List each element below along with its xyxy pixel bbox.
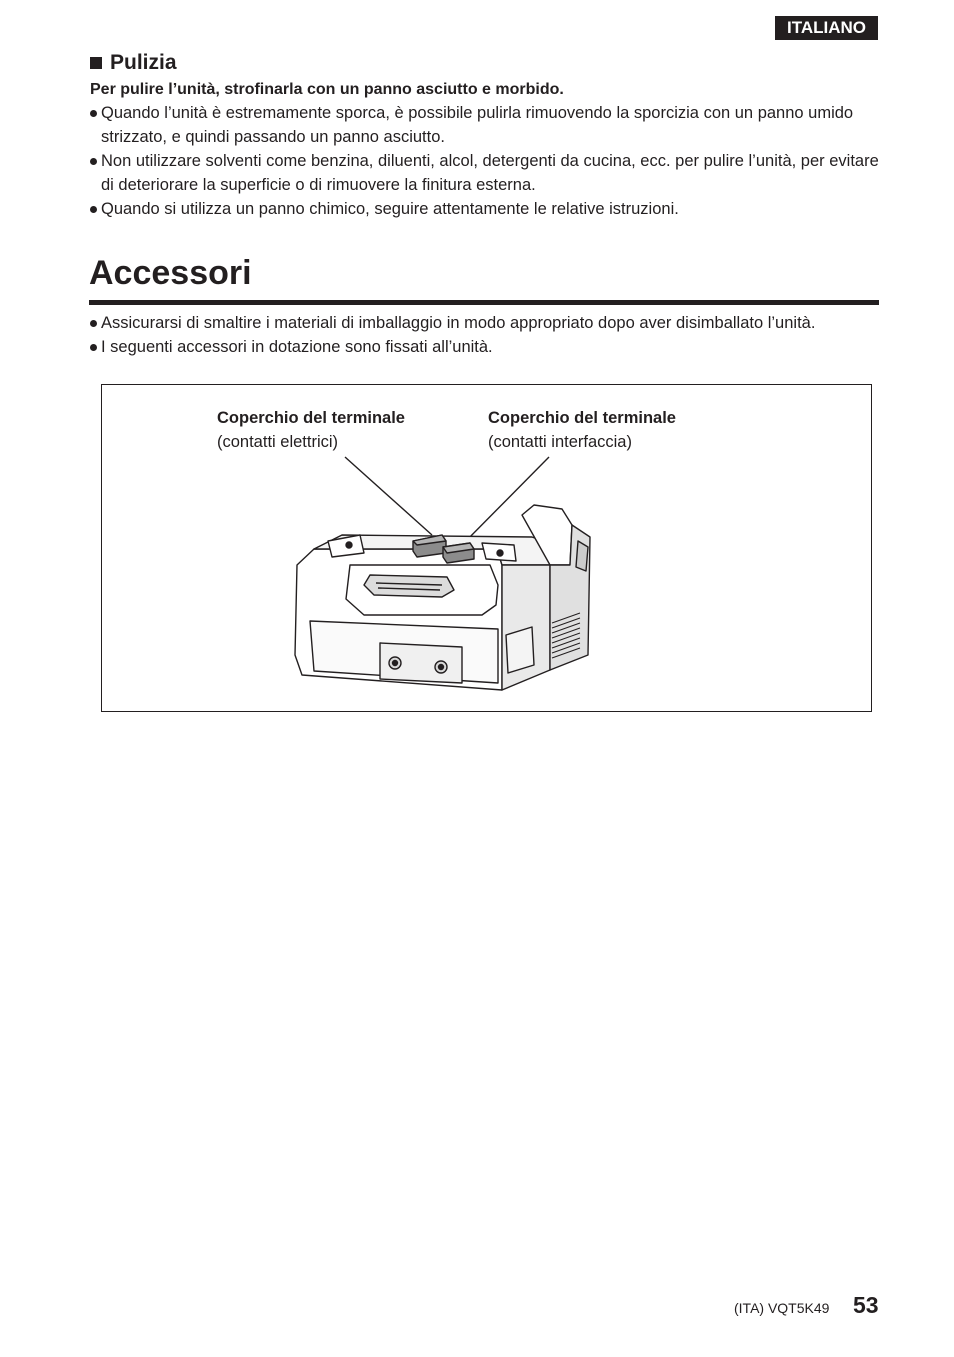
list-item: Assicurarsi di smaltire i materiali di imballaggio in modo appropriato dopo aver disimballato l’unità. [90, 311, 850, 335]
cleaning-title: Pulizia [110, 51, 177, 74]
accessories-list [90, 311, 850, 359]
section-title-cleaning [90, 51, 177, 75]
list-item: Quando l’unità è estremamente sporca, è possibile pulirla rimuovendo la sporcizia con un panno umido strizzato, e quindi passando un panno asciutto. [90, 101, 880, 149]
leader-line-left [345, 457, 432, 535]
callout-left-title: Coperchio del terminale [217, 409, 405, 427]
list-item: Quando si utilizza un panno chimico, seguire attentamente le relative istruzioni. [90, 197, 880, 221]
accessories-title: Accessori [89, 254, 252, 292]
callout-right-title: Coperchio del terminale [488, 409, 676, 427]
title-rule [89, 300, 879, 305]
callout-right-detail: (contatti interfaccia) [488, 433, 632, 451]
document-reference: (ITA) VQT5K49 [734, 1300, 830, 1316]
page-number: 53 [853, 1292, 879, 1318]
language-badge: ITALIANO [775, 16, 878, 40]
cleaning-lead: Per pulire l’unità, strofinarla con un panno asciutto e morbido. [90, 81, 564, 98]
list-item: Non utilizzare solventi come benzina, diluenti, alcol, detergenti da cucina, ecc. per pulire l’unità, per evitare di deteriorare la superficie o di rimuovere la finitura esterna. [90, 149, 880, 197]
square-bullet-icon [90, 57, 102, 69]
callout-left-detail: (contatti elettrici) [217, 433, 339, 451]
cleaning-list [90, 101, 880, 221]
accessories-figure [101, 384, 872, 712]
list-item: I seguenti accessori in dotazione sono fissati all’unità. [90, 335, 850, 359]
device-illustration [102, 385, 871, 711]
